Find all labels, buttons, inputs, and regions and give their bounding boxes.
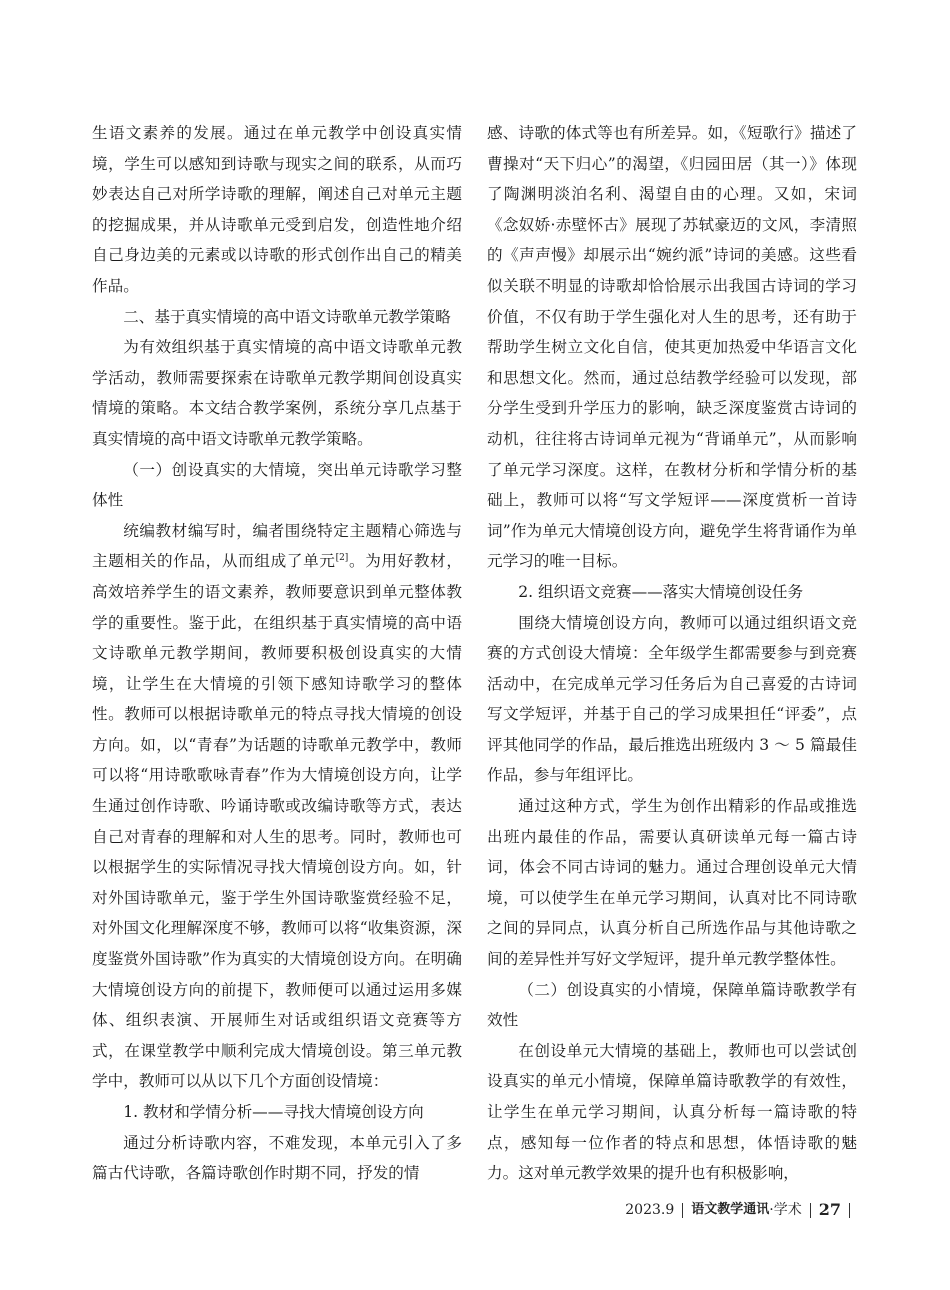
journal-name: 语文教学通讯 xyxy=(691,1202,770,1217)
right-column xyxy=(487,118,857,1189)
section-heading: 1. 教材和学情分析——寻找大情境创设方向 xyxy=(123,1103,424,1121)
page-footer xyxy=(625,1201,858,1219)
citation-ref: [2] xyxy=(335,553,349,564)
footer-dot: · xyxy=(769,1202,774,1218)
page-number: 27 xyxy=(818,1200,841,1219)
body-paragraph: 通过这种方式，学生为创作出精彩的作品或推选出班内最佳的作品，需要认真研读单元每一篇古诗词，体会不同古诗词的魅力。通过合理创设单元大情境，可以使学生在单元学习期间，认真对比不同诗歌之间的异同点，认真分析自己所选作品与其他诗歌之间的差异性并写好文学短评，提升单元教学整体性。 xyxy=(487,797,857,969)
body-paragraph: 为有效组织基于真实情境的高中语文诗歌单元教学活动，教师需要探索在诗歌单元教学期间创设真实情境的策略。本文结合教学案例，系统分享几点基于真实情境的高中语文诗歌单元教学策略。 xyxy=(92,338,462,448)
footer-divider xyxy=(810,1203,811,1218)
body-paragraph: 感、诗歌的体式等也有所差异。如，《短歌行》描述了曹操对“天下归心”的渴望，《归园田居（其一）》体现了陶渊明淡泊名利、渴望自由的心理。又如，宋词《念奴娇·赤壁怀古》展现了苏轼豪迈的文风，李清照的《声声慢》却展示出“婉约派”诗词的美感。这些看似关联不明显的诗歌却恰恰展示出我国古诗词的学习价值，不仅有助于学生强化对人生的思考，还有助于帮助学生树立文化自信，使其更加热爱中华语言文化和思想文化。然而，通过总结教学经验可以发现，部分学生受到升学压力的影响，缺乏深度鉴赏古诗词的动机，往往将古诗词单元视为“背诵单元”，从而影响了单元学习深度。这样，在教材分析和学情分析的基础上，教师可以将“写文学短评——深度赏析一首诗词”作为单元大情境创设方向，避免学生将背诵作为单元学习的唯一目标。 xyxy=(487,124,857,571)
journal-section: 学术 xyxy=(773,1202,802,1218)
body-paragraph: 生语文素养的发展。通过在单元教学中创设真实情境，学生可以感知到诗歌与现实之间的联系，从而巧妙表达自己对所学诗歌的理解，阐述自己对单元主题的挖掘成果，并从诗歌单元受到启发，创造性地介绍自己身边美的元素或以诗歌的形式创作出自己的精美作品。 xyxy=(92,124,462,295)
section-heading: 2. 组织语文竞赛——落实大情境创设任务 xyxy=(518,582,804,601)
footer-divider xyxy=(682,1203,683,1218)
body-paragraph: 围绕大情境创设方向，教师可以通过组织语文竞赛的方式创设大情境：全年级学生都需要参与到竞赛活动中，在完成单元学习任务后为自己喜爱的古诗词写文学短评，并基于自己的学习成果担任“评委”，点评其他同学的作品，最后推选出班级内 3 ～ 5 篇最佳作品，参与年组评比。 xyxy=(487,613,857,785)
body-paragraph: 在创设单元大情境的基础上，教师也可以尝试创设真实的单元小情境，保障单篇诗歌教学的有效性，让学生在单元学习期间，认真分析每一篇诗歌的特点，感知每一位作者的特点和思想，体悟诗歌的魅力。这对单元教学效果的提升也有积极影响， xyxy=(487,1041,857,1183)
section-heading: 二、基于真实情境的高中语文诗歌单元教学策略 xyxy=(123,307,451,326)
section-heading: （二）创设真实的小情境，保障单篇诗歌教学有效性 xyxy=(487,980,857,1030)
body-paragraph: 统编教材编写时，编者围绕特定主题精心筛选与主题相关的作品，从而组成了单元[2]。为用好教材，高效培养学生的语文素养，教师要意识到单元整体教学的重要性。鉴于此，在组织基于真实情境的高中语文诗歌单元教学期间，教师要积极创设真实的大情境，让学生在大情境的引领下感知诗歌学习的整体性。教师可以根据诗歌单元的特点寻找大情境的创设方向。如，以“青春”为话题的诗歌单元教学中，教师可以将“用诗歌歌咏青春”作为大情境创设方向，让学生通过创作诗歌、吟诵诗歌或改编诗歌等方式，表达自己对青春的理解和对人生的思考。同时，教师也可以根据学生的实际情况寻找大情境创设方向。如，针对外国诗歌单元，鉴于学生外国诗歌鉴赏经验不足，对外国文化理解深度不够，教师可以将“收集资源，深度鉴赏外国诗歌”作为真实的大情境创设方向。在明确大情境创设方向的前提下，教师便可以通过运用多媒体、组织表演、开展师生对话或组织语文竞赛等方式，在课堂教学中顺利完成大情境创设。第三单元教学中，教师可以从以下几个方面创设情境： xyxy=(92,521,462,1091)
body-paragraph: 通过分析诗歌内容，不难发现，本单元引入了多篇古代诗歌，各篇诗歌创作时期不同，抒发的情 xyxy=(92,1133,462,1183)
footer-divider xyxy=(849,1203,850,1218)
left-column xyxy=(92,118,462,1189)
section-heading: （一）创设真实的大情境，突出单元诗歌学习整体性 xyxy=(92,460,462,510)
issue-date: 2023.9 xyxy=(625,1202,675,1218)
